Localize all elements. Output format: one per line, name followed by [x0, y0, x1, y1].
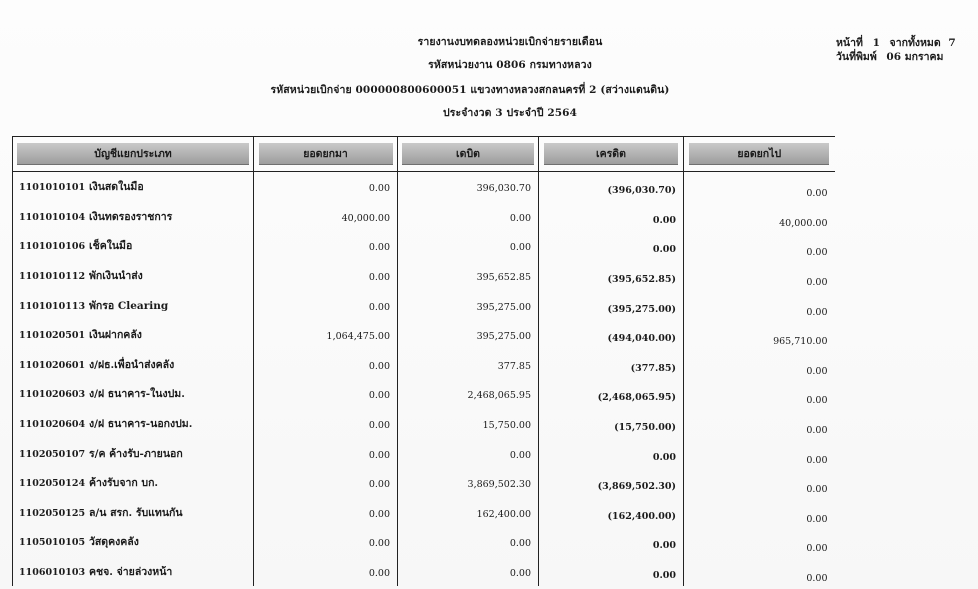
- page-label: หน้าที่: [836, 37, 863, 49]
- brought-forward-cell: [254, 468, 398, 498]
- account-cell: [13, 231, 254, 261]
- print-date-label: วันที่พิมพ์: [836, 51, 877, 63]
- carried-forward-cell: [684, 527, 835, 557]
- account-name: คชจ. จ่ายล่วงหน้า: [89, 566, 173, 579]
- debit-value: 0.00: [509, 538, 531, 550]
- debit-cell: [398, 498, 539, 528]
- carried-forward-cell: [684, 468, 835, 498]
- debit-value: 377.85: [497, 360, 531, 372]
- carried-forward-cell: [684, 172, 835, 202]
- brought-forward-value: 0.00: [368, 420, 390, 432]
- brought-forward-cell: [254, 557, 398, 587]
- account-cell: [13, 202, 254, 232]
- carried-forward-value: 0.00: [806, 513, 828, 525]
- account-cell: [13, 557, 254, 587]
- account-code: 1102050125: [19, 507, 86, 519]
- brought-forward-cell: [254, 172, 398, 202]
- account-code: 1101010112: [19, 271, 86, 283]
- account-cell: [13, 438, 254, 468]
- table-row: [13, 202, 835, 232]
- brought-forward-cell: [254, 320, 398, 350]
- debit-value: 162,400.00: [476, 508, 531, 520]
- carried-forward-cell: [684, 231, 835, 261]
- brought-forward-cell: [254, 290, 398, 320]
- debit-value: 15,750.00: [482, 420, 531, 432]
- brought-forward-cell: [254, 261, 398, 291]
- credit-cell: [539, 261, 684, 291]
- account-code: 1101010101: [19, 182, 86, 194]
- debit-cell: [398, 468, 539, 498]
- account-cell: [13, 172, 254, 202]
- account-cell: [13, 409, 254, 439]
- print-date: 06 มกราคม: [886, 51, 944, 63]
- debit-value: 0.00: [509, 568, 531, 580]
- brought-forward-cell: [254, 498, 398, 528]
- brought-forward-value: 0.00: [368, 449, 390, 461]
- column-header-carried-forward: ยอดยกไป: [684, 137, 835, 172]
- debit-cell: [398, 202, 539, 232]
- brought-forward-cell: [254, 350, 398, 380]
- account-code: 1101020604: [19, 419, 86, 431]
- carried-forward-value: 0.00: [806, 573, 828, 585]
- account-name: ง/ฝ ธนาคาร-นอกงปม.: [89, 418, 193, 431]
- account-name: ล/น สรก. รับแทนกัน: [89, 506, 183, 519]
- account-cell: [13, 320, 254, 350]
- credit-cell: [539, 202, 684, 232]
- carried-forward-cell: [684, 202, 835, 232]
- brought-forward-cell: [254, 409, 398, 439]
- account-code: 1101010106: [19, 241, 86, 253]
- brought-forward-value: 0.00: [368, 538, 390, 550]
- credit-value: (2,468,065.95): [597, 392, 676, 404]
- brought-forward-value: 0.00: [368, 183, 390, 195]
- account-cell: [13, 261, 254, 291]
- account-code: 1105010105: [19, 537, 86, 549]
- debit-value: 395,275.00: [476, 331, 531, 343]
- table-row: [13, 409, 835, 439]
- table-row: [13, 290, 835, 320]
- credit-value: (377.85): [630, 362, 676, 374]
- credit-value: 0.00: [652, 540, 676, 552]
- account-cell: [13, 290, 254, 320]
- debit-cell: [398, 527, 539, 557]
- credit-value: 0.00: [652, 451, 676, 463]
- debit-cell: [398, 290, 539, 320]
- debit-cell: [398, 409, 539, 439]
- carried-forward-cell: [684, 350, 835, 380]
- debit-cell: [398, 379, 539, 409]
- table-row: [13, 320, 835, 350]
- carried-forward-value: 40,000.00: [779, 217, 828, 229]
- account-cell: [13, 379, 254, 409]
- column-header-brought-forward: ยอดยกมา: [254, 137, 398, 172]
- brought-forward-cell: [254, 527, 398, 557]
- credit-value: (162,400.00): [607, 510, 676, 522]
- table-row: [13, 350, 835, 380]
- page-total-label: จากทั้งหมด: [889, 37, 941, 49]
- carried-forward-value: 0.00: [806, 484, 828, 496]
- carried-forward-cell: [684, 409, 835, 439]
- credit-cell: [539, 350, 684, 380]
- agency-code-line: รหัสหน่วยงาน 0806 กรมทางหลวง: [428, 59, 592, 71]
- account-name: ง/ฝธ.เพื่อนำส่งคลัง: [89, 358, 175, 371]
- account-name: วัสดุคงคลัง: [89, 536, 139, 549]
- brought-forward-cell: [254, 438, 398, 468]
- brought-forward-cell: [254, 231, 398, 261]
- carried-forward-value: 0.00: [806, 454, 828, 466]
- carried-forward-cell: [684, 557, 835, 587]
- account-name: เช็คในมือ: [89, 240, 133, 253]
- brought-forward-value: 0.00: [368, 360, 390, 372]
- debit-value: 395,275.00: [476, 301, 531, 313]
- table-row: [13, 527, 835, 557]
- disbursement-unit-line: รหัสหน่วยเบิกจ่าย 000000800600051 แขวงทางหลวงสกลนครที่ 2 (สว่างแดนดิน): [270, 84, 670, 96]
- account-name: เงินสดในมือ: [89, 181, 144, 194]
- credit-cell: [539, 438, 684, 468]
- carried-forward-value: 0.00: [806, 425, 828, 437]
- debit-cell: [398, 172, 539, 202]
- print-date-line: [836, 50, 956, 64]
- table-row: [13, 438, 835, 468]
- carried-forward-value: 0.00: [806, 306, 828, 318]
- brought-forward-cell: [254, 202, 398, 232]
- table-row: [13, 468, 835, 498]
- account-code: 1101020603: [19, 389, 86, 401]
- account-name: พักรอ Clearing: [89, 299, 169, 312]
- debit-value: 395,652.85: [476, 272, 531, 284]
- carried-forward-cell: [684, 379, 835, 409]
- credit-cell: [539, 498, 684, 528]
- credit-cell: [539, 527, 684, 557]
- carried-forward-cell: [684, 438, 835, 468]
- debit-cell: [398, 261, 539, 291]
- column-header-account: บัญชีแยกประเภท: [13, 137, 254, 172]
- report-title: รายงานงบทดลองหน่วยเบิกจ่ายรายเดือน: [417, 36, 603, 48]
- account-code: 1101010113: [19, 300, 86, 312]
- carried-forward-value: 965,710.00: [773, 336, 828, 348]
- account-code: 1102050107: [19, 448, 86, 460]
- brought-forward-value: 0.00: [368, 390, 390, 402]
- credit-value: 0.00: [652, 570, 676, 582]
- debit-cell: [398, 350, 539, 380]
- account-cell: [13, 527, 254, 557]
- carried-forward-value: 0.00: [806, 395, 828, 407]
- account-name: พักเงินนำส่ง: [89, 270, 143, 283]
- brought-forward-value: 40,000.00: [341, 212, 390, 224]
- brought-forward-value: 0.00: [368, 301, 390, 313]
- debit-value: 3,869,502.30: [467, 479, 531, 491]
- brought-forward-value: 0.00: [368, 272, 390, 284]
- credit-value: 0.00: [652, 214, 676, 226]
- debit-value: 396,030.70: [476, 183, 531, 195]
- credit-value: (15,750.00): [614, 422, 676, 434]
- carried-forward-cell: [684, 261, 835, 291]
- carried-forward-cell: [684, 320, 835, 350]
- debit-cell: [398, 320, 539, 350]
- account-name: ค้างรับจาก บก.: [89, 477, 159, 490]
- carried-forward-value: 0.00: [806, 277, 828, 289]
- period-line: ประจำงวด 3 ประจำปี 2564: [443, 107, 577, 119]
- brought-forward-value: 1,064,475.00: [326, 331, 390, 343]
- table-row: [13, 557, 835, 587]
- debit-cell: [398, 231, 539, 261]
- account-name: ง/ฝ ธนาคาร-ในงปม.: [89, 388, 185, 401]
- credit-value: (396,030.70): [607, 185, 676, 197]
- credit-cell: [539, 231, 684, 261]
- carried-forward-value: 0.00: [806, 365, 828, 377]
- account-cell: [13, 468, 254, 498]
- account-code: 1101020501: [19, 330, 86, 342]
- debit-value: 0.00: [509, 449, 531, 461]
- carried-forward-value: 0.00: [806, 247, 828, 259]
- debit-value: 0.00: [509, 212, 531, 224]
- credit-cell: [539, 557, 684, 587]
- brought-forward-value: 0.00: [368, 479, 390, 491]
- page-number-line: [836, 36, 956, 50]
- column-header-credit: เครดิต: [539, 137, 684, 172]
- table-row: [13, 498, 835, 528]
- account-code: 1101010104: [19, 211, 86, 223]
- account-name: ร/ค ค้างรับ-ภายนอก: [89, 447, 183, 460]
- credit-value: (395,652.85): [607, 274, 676, 286]
- brought-forward-value: 0.00: [368, 508, 390, 520]
- credit-value: (494,040.00): [607, 333, 676, 345]
- carried-forward-cell: [684, 290, 835, 320]
- debit-cell: [398, 557, 539, 587]
- brought-forward-value: 0.00: [368, 568, 390, 580]
- debit-value: 0.00: [509, 242, 531, 254]
- account-code: 1101020601: [19, 359, 86, 371]
- credit-cell: [539, 172, 684, 202]
- carried-forward-value: 0.00: [806, 543, 828, 555]
- account-code: 1102050124: [19, 478, 86, 490]
- credit-cell: [539, 379, 684, 409]
- carried-forward-cell: [684, 498, 835, 528]
- debit-value: 2,468,065.95: [467, 390, 531, 402]
- page-total: 7: [948, 37, 956, 49]
- account-code: 1106010103: [19, 567, 86, 579]
- account-cell: [13, 498, 254, 528]
- account-name: เงินทดรองราชการ: [89, 210, 173, 223]
- table-row: [13, 379, 835, 409]
- credit-value: (395,275.00): [607, 303, 676, 315]
- trial-balance-table: [12, 136, 835, 586]
- page-info: [836, 36, 956, 64]
- table-header-row: [13, 137, 835, 172]
- page-number: 1: [872, 37, 880, 49]
- carried-forward-value: 0.00: [806, 188, 828, 200]
- credit-cell: [539, 409, 684, 439]
- credit-value: (3,869,502.30): [597, 481, 676, 493]
- debit-cell: [398, 438, 539, 468]
- table-row: [13, 172, 835, 202]
- table-row: [13, 231, 835, 261]
- credit-cell: [539, 468, 684, 498]
- column-header-debit: เดบิต: [398, 137, 539, 172]
- brought-forward-cell: [254, 379, 398, 409]
- credit-cell: [539, 290, 684, 320]
- brought-forward-value: 0.00: [368, 242, 390, 254]
- account-cell: [13, 350, 254, 380]
- account-name: เงินฝากคลัง: [89, 329, 142, 342]
- credit-cell: [539, 320, 684, 350]
- credit-value: 0.00: [652, 244, 676, 256]
- table-row: [13, 261, 835, 291]
